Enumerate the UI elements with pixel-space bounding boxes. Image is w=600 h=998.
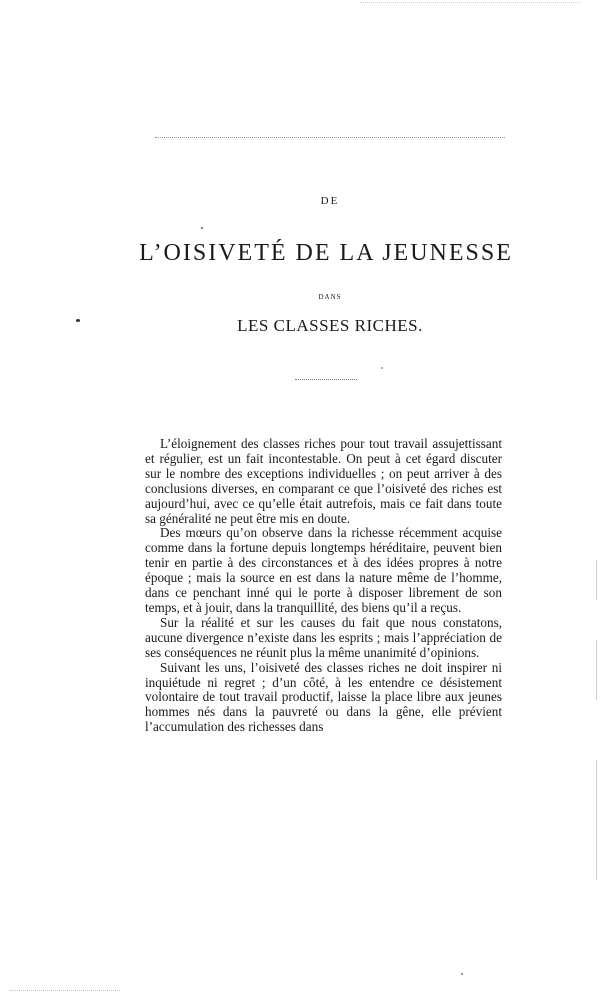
scan-edge-line (596, 640, 597, 700)
paragraph-3: Sur la réalité et sur les causes du fait que nous constatons, aucune divergence n’existe dans les esprits ; mais l’appréciation de ses conséquences ne réunit plus la même unanimité d’opinions. (145, 614, 502, 660)
top-dotted-rule (155, 137, 505, 138)
scan-edge-line (596, 560, 597, 600)
page-title: L’OISIVETÉ DE LA JEUNESSE (139, 240, 513, 266)
scan-edge-line (596, 760, 597, 880)
scan-edge-marks-top (360, 2, 580, 3)
ink-speck (381, 367, 383, 369)
heading-de: DE (320, 195, 340, 207)
paragraph-4: Suivant les uns, l’oisiveté des classes riches ne doit inspirer ni inquiétude ni regret ; d’un côté, à les entendre ce désistement volontaire de tout travail productif, laisse la place libre aux jeunes hommes nés dans la pauvreté ou dans la gêne, elle prévient l’accumulation des richesses dans (145, 659, 502, 735)
paragraph-1: L’éloignement des classes riches pour tout travail assujettissant et régulier, est un fait incontestable. On peut à cet égard discuter sur le nombre des exceptions individuelles ; on peut arriver à des conclusions diverses, en comparant ce que l’oisiveté des riches est aujourd’hui, avec ce qu’elle était autrefois, mais ce fait dans toute sa généralité ne peut être mis en doute. (145, 436, 502, 526)
ink-speck (201, 227, 203, 229)
scan-edge-marks-bottom (10, 990, 120, 991)
paragraph-2: Des mœurs qu’on observe dans la richesse récemment acquise comme dans la fortune depuis longtemps héréditaire, peuvent bien tenir en partie à des circonstances et à des idées propres à notre époque ; mais la source en est dans la nature même de l’homme, dans ce penchant inné qui le porte à disposer librement de son temps, et à jouir, dans la tranquillité, des biens qu’il a reçus. (145, 525, 502, 615)
title-separator-rule (295, 379, 357, 380)
heading-dans: DANS (318, 293, 342, 301)
ink-speck (461, 973, 463, 975)
page-subtitle: LES CLASSES RICHES. (237, 316, 423, 335)
body-text (145, 437, 502, 735)
